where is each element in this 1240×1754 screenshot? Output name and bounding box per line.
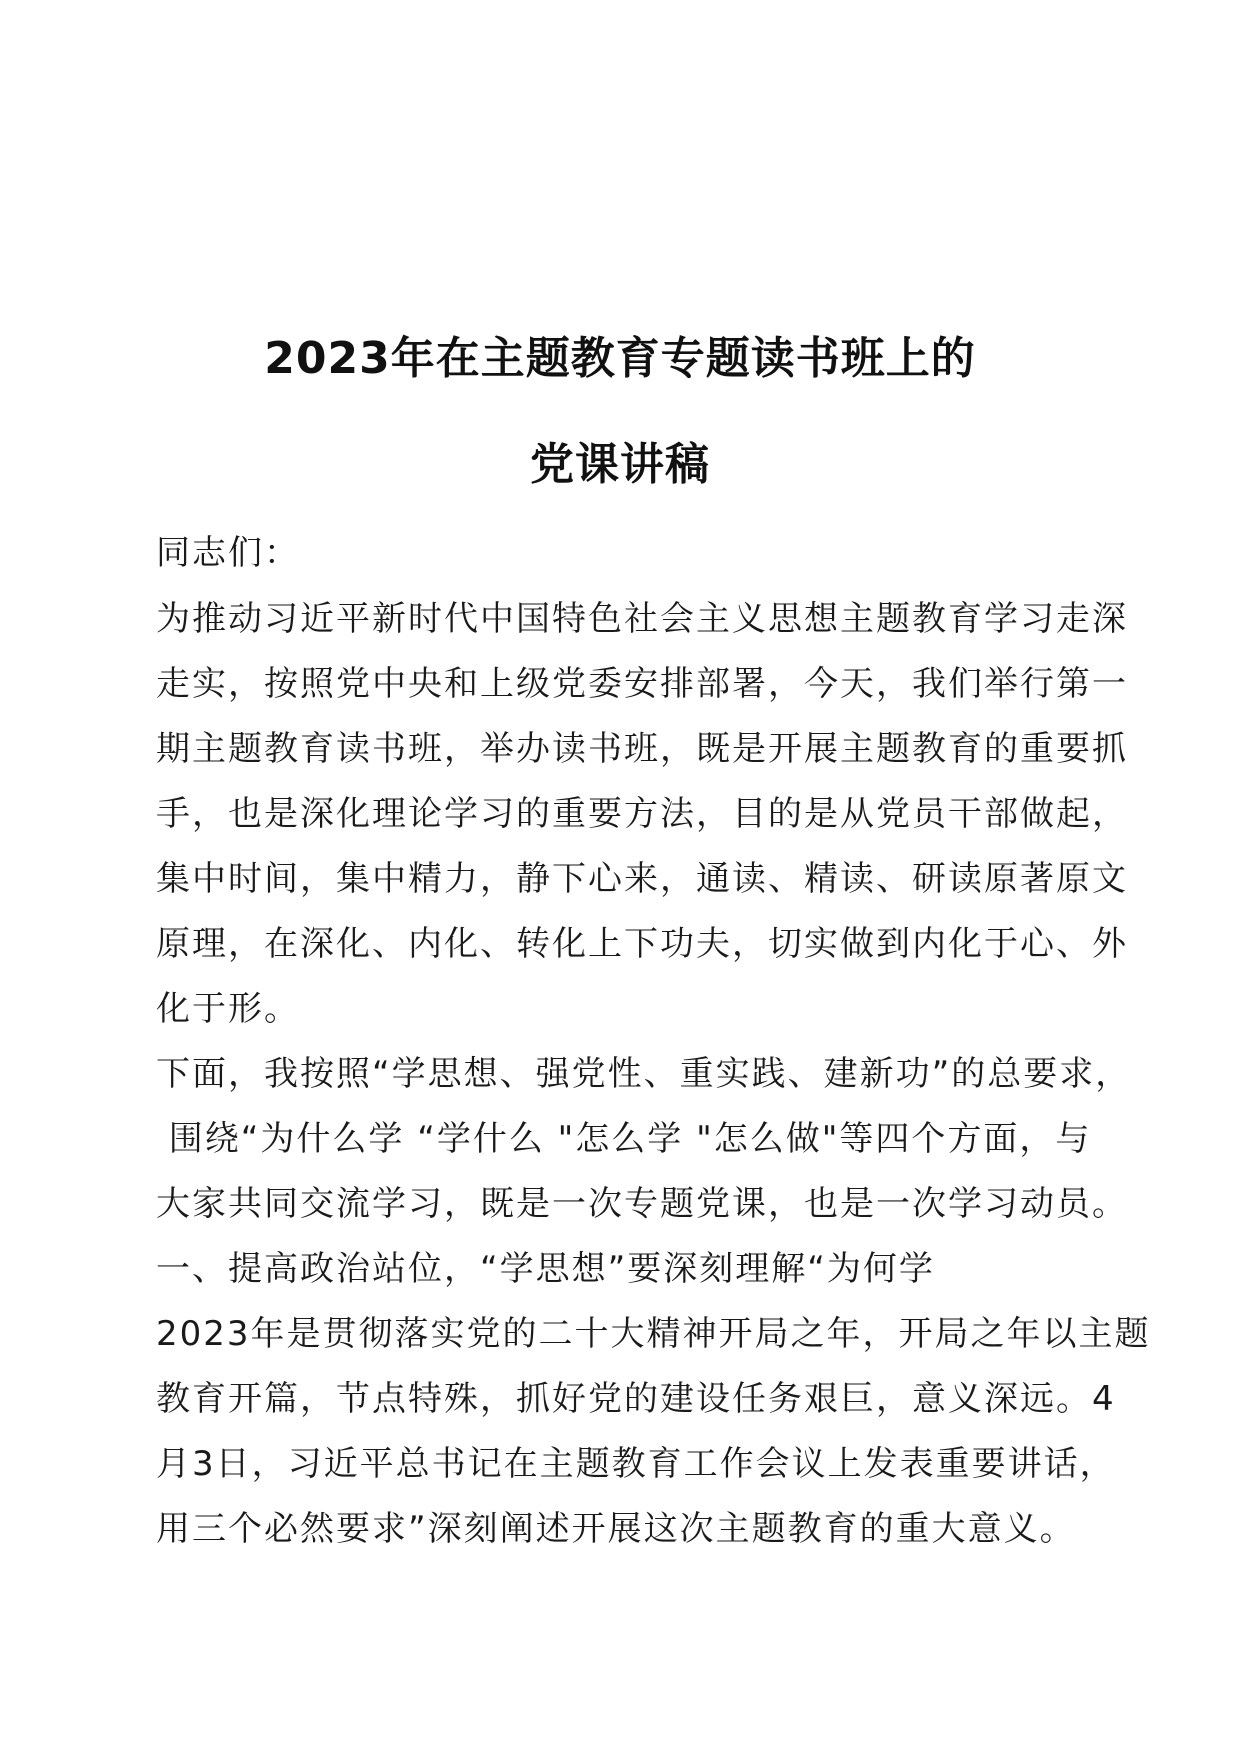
body-line: 集中时间，集中精力，静下心来，通读、精读、研读原著原文: [156, 859, 1128, 899]
body-line: 走实，按照党中央和上级党委安排部署，今天，我们举行第一: [156, 664, 1128, 704]
body-line: 教育开篇，节点特殊，抓好党的建设任务艰巨，意义深远。4: [156, 1379, 1116, 1419]
body-line: 2023年是贯彻落实党的二十大精神开局之年，开局之年以主题: [156, 1314, 1151, 1354]
salutation: 同志们：: [156, 533, 300, 573]
section-heading: 一、提高政治站位，“学思想”要深刻理解“为何学: [156, 1249, 935, 1289]
body-line: 下面，我按照“学思想、强党性、重实践、建新功”的总要求，: [156, 1054, 1132, 1094]
body-line: 用三个必然要求”深刻阐述开展这次主题教育的重大意义。: [156, 1509, 1076, 1549]
body-line: 化于形。: [156, 989, 300, 1029]
body-line: 月3日，习近平总书记在主题教育工作会议上发表重要讲话，: [156, 1444, 1116, 1484]
body-line: 为推动习近平新时代中国特色社会主义思想主题教育学习走深: [156, 599, 1128, 639]
body-line: 原理，在深化、内化、转化上下功夫，切实做到内化于心、外: [156, 924, 1128, 964]
document-title-line-2: 党课讲稿: [530, 439, 710, 490]
body-line: 期主题教育读书班，举办读书班，既是开展主题教育的重要抓: [156, 729, 1128, 769]
body-line: 围绕“为什么学 “学什么 "怎么学 "怎么做"等四个方面，与: [156, 1119, 1092, 1159]
document-title-line-1: 2023年在主题教育专题读书班上的: [264, 333, 976, 384]
body-line: 手，也是深化理论学习的重要方法，目的是从党员干部做起，: [156, 794, 1128, 834]
body-line: 大家共同交流学习，既是一次专题党课，也是一次学习动员。: [156, 1184, 1128, 1224]
